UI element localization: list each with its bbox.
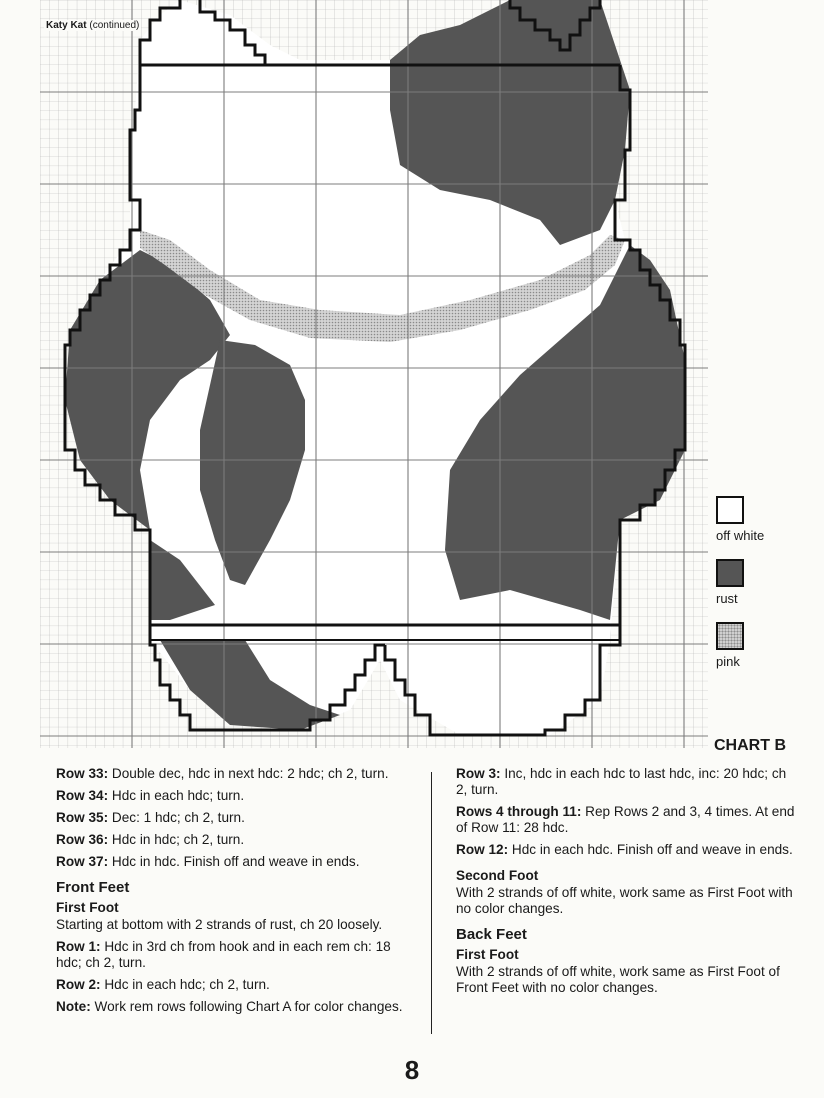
row-36: [56, 832, 416, 848]
header-subtitle: (continued): [89, 20, 140, 31]
legend-label-pink: pink: [716, 654, 740, 669]
note-label: Note:: [56, 999, 91, 1014]
column-divider: [431, 772, 432, 1034]
row-label: Rows 4 through 11:: [456, 804, 582, 819]
rows-4-through-11: [456, 804, 796, 836]
legend-label-off-white: off white: [716, 528, 765, 543]
page-number: 8: [404, 1055, 420, 1085]
page-header: [44, 20, 141, 31]
row-label: Row 33:: [56, 766, 109, 781]
legend-item-rust: [716, 559, 816, 606]
row-label: Row 36:: [56, 832, 109, 847]
row-text: Hdc in hdc. Finish off and weave in ends.: [108, 854, 360, 869]
legend-label-rust: rust: [716, 591, 738, 606]
row-text: Hdc in hdc; ch 2, turn.: [108, 832, 245, 847]
row-label: Row 35:: [56, 810, 109, 825]
row-text: Hdc in 3rd ch from hook and in each rem ch: 18 hdc; ch 2, turn.: [56, 939, 391, 970]
row-35: [56, 810, 416, 826]
row-text: Rep Rows 2 and 3, 4 times. At end of Row 11: 28 hdc.: [456, 804, 795, 835]
color-legend: [716, 496, 816, 685]
row-text: Hdc in each hdc; turn.: [108, 788, 245, 803]
row-label: Row 34:: [56, 788, 109, 803]
note: [56, 999, 416, 1015]
left-column: [56, 766, 416, 1021]
first-foot-heading: First Foot: [56, 900, 119, 915]
row-label: Row 12:: [456, 842, 509, 857]
row-1: [56, 939, 416, 971]
back-first-foot-text: With 2 strands of off white, work same as First Foot of Front Feet with no color changes.: [456, 964, 780, 995]
row-text: Hdc in each hdc; ch 2, turn.: [100, 977, 270, 992]
row-12: [456, 842, 796, 858]
right-column: [456, 766, 796, 1002]
chart-caption: CHART B: [714, 737, 786, 754]
back-first-foot-heading: First Foot: [456, 947, 519, 962]
off-white-swatch: [716, 496, 744, 524]
header-title: Katy Kat: [46, 20, 87, 31]
second-foot-text: With 2 strands of off white, work same as First Foot with no color changes.: [456, 885, 793, 916]
row-33: [56, 766, 416, 782]
row-label: Row 2:: [56, 977, 101, 992]
first-foot-intro: Starting at bottom with 2 strands of rust, ch 20 loosely.: [56, 917, 383, 932]
front-feet-heading: Front Feet: [56, 879, 130, 896]
row-text: Dec: 1 hdc; ch 2, turn.: [108, 810, 245, 825]
legend-item-pink: [716, 622, 816, 669]
row-3: [456, 766, 796, 798]
row-text: Inc, hdc in each hdc to last hdc, inc: 20 hdc; ch 2, turn.: [456, 766, 787, 797]
row-label: Row 1:: [56, 939, 101, 954]
row-label: Row 37:: [56, 854, 109, 869]
row-text: Hdc in each hdc. Finish off and weave in ends.: [508, 842, 793, 857]
chart-b-grid: [40, 0, 710, 755]
row-text: Double dec, hdc in next hdc: 2 hdc; ch 2, turn.: [108, 766, 389, 781]
note-text: Work rem rows following Chart A for color changes.: [90, 999, 403, 1014]
row-37: [56, 854, 416, 870]
row-label: Row 3:: [456, 766, 501, 781]
back-feet-heading: Back Feet: [456, 926, 527, 943]
pink-swatch: [716, 622, 744, 650]
row-2: [56, 977, 416, 993]
row-34: [56, 788, 416, 804]
legend-item-off-white: [716, 496, 816, 543]
second-foot-heading: Second Foot: [456, 868, 539, 883]
rust-swatch: [716, 559, 744, 587]
